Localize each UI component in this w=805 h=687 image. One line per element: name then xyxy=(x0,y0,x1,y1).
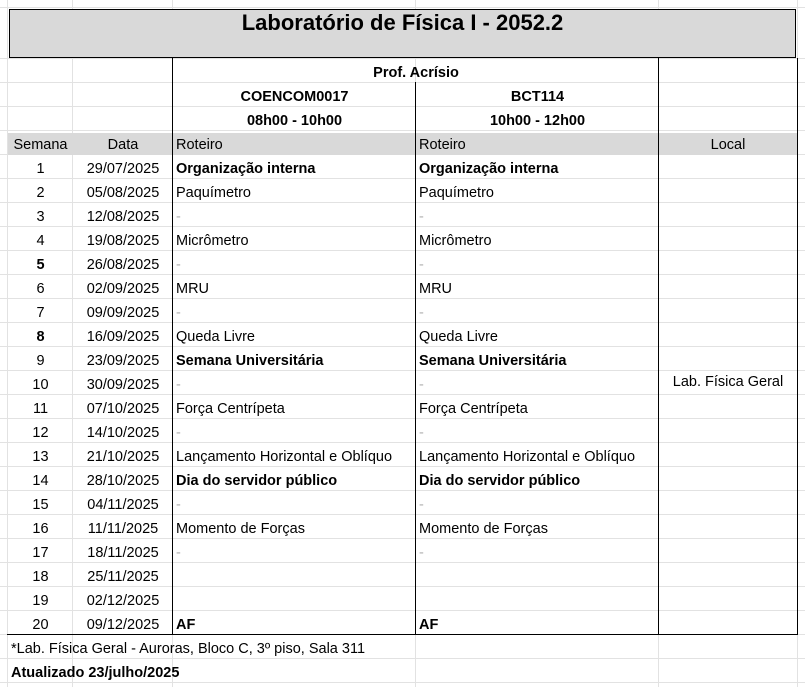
date-cell: 12/08/2025 xyxy=(86,209,160,225)
week-cell: 16 xyxy=(32,521,49,537)
script-b-cell: - xyxy=(419,209,424,225)
week-cell: 11 xyxy=(32,401,49,417)
date-cell: 16/09/2025 xyxy=(86,329,160,345)
date-cell: 19/08/2025 xyxy=(86,233,160,249)
script-b-cell: Força Centrípeta xyxy=(419,401,528,417)
week-cell: 14 xyxy=(32,473,49,489)
script-b-cell: Semana Universitária xyxy=(419,353,567,369)
script-a-cell: - xyxy=(176,305,181,321)
script-a-cell: - xyxy=(176,497,181,513)
border-line xyxy=(415,82,416,635)
header-script-b: Roteiro xyxy=(419,137,466,153)
border-line xyxy=(797,58,798,635)
script-b-cell: Paquímetro xyxy=(419,185,494,201)
date-cell: 09/09/2025 xyxy=(86,305,160,321)
date-cell: 14/10/2025 xyxy=(86,425,160,441)
script-b-cell: Momento de Forças xyxy=(419,521,548,537)
date-cell: 28/10/2025 xyxy=(86,473,160,489)
script-b-cell: Organização interna xyxy=(419,161,559,177)
script-a-cell: - xyxy=(176,377,181,393)
week-cell: 19 xyxy=(32,593,49,609)
week-cell: 20 xyxy=(32,617,49,633)
border-line xyxy=(172,58,173,635)
script-a-cell: - xyxy=(176,545,181,561)
date-cell: 05/08/2025 xyxy=(86,185,160,201)
script-b-cell: Micrômetro xyxy=(419,233,492,249)
date-cell: 18/11/2025 xyxy=(87,545,159,561)
week-cell: 8 xyxy=(36,329,45,345)
week-cell: 4 xyxy=(36,233,45,249)
date-cell: 02/09/2025 xyxy=(86,281,160,297)
date-cell: 11/11/2025 xyxy=(87,521,159,537)
date-cell: 25/11/2025 xyxy=(87,569,159,585)
course-time-b: 10h00 - 12h00 xyxy=(489,113,586,129)
script-b-cell: Lançamento Horizontal e Oblíquo xyxy=(419,449,636,465)
location-value: Lab. Física Geral xyxy=(672,374,784,390)
border-line xyxy=(7,634,798,635)
week-cell: 3 xyxy=(36,209,45,225)
date-cell: 04/11/2025 xyxy=(87,497,159,513)
footnote: *Lab. Física Geral - Auroras, Bloco C, 3º piso, Sala 311 xyxy=(11,641,366,657)
header-date: Data xyxy=(107,137,139,153)
week-cell: 1 xyxy=(36,161,45,177)
week-cell: 9 xyxy=(36,353,45,369)
week-cell: 13 xyxy=(32,449,49,465)
script-a-cell: Paquímetro xyxy=(176,185,251,201)
date-cell: 26/08/2025 xyxy=(86,257,160,273)
script-b-cell: - xyxy=(419,425,424,441)
script-a-cell: MRU xyxy=(176,281,210,297)
course-code-b: BCT114 xyxy=(510,89,565,105)
week-cell: 12 xyxy=(32,425,49,441)
script-a-cell: Dia do servidor público xyxy=(176,473,338,489)
date-cell: 21/10/2025 xyxy=(86,449,160,465)
script-a-cell: Queda Livre xyxy=(176,329,255,345)
header-location: Local xyxy=(710,137,746,153)
week-cell: 10 xyxy=(32,377,49,393)
date-cell: 30/09/2025 xyxy=(86,377,160,393)
border-line xyxy=(658,58,659,635)
week-cell: 18 xyxy=(32,569,49,585)
date-cell: 02/12/2025 xyxy=(86,593,160,609)
script-a-cell: - xyxy=(176,257,181,273)
date-cell: 23/09/2025 xyxy=(86,353,160,369)
week-cell: 17 xyxy=(32,545,49,561)
script-a-cell: Lançamento Horizontal e Oblíquo xyxy=(176,449,393,465)
script-a-cell: Micrômetro xyxy=(176,233,249,249)
week-cell: 15 xyxy=(32,497,49,513)
script-a-cell: Momento de Forças xyxy=(176,521,305,537)
header-week: Semana xyxy=(13,137,68,153)
script-a-cell: Força Centrípeta xyxy=(176,401,285,417)
week-cell: 7 xyxy=(36,305,45,321)
script-b-cell: Dia do servidor público xyxy=(419,473,581,489)
script-a-cell: Semana Universitária xyxy=(176,353,324,369)
course-time-a: 08h00 - 10h00 xyxy=(246,113,343,129)
script-b-cell: - xyxy=(419,545,424,561)
date-cell: 07/10/2025 xyxy=(86,401,160,417)
sheet-title: Laboratório de Física I - 2052.2 xyxy=(241,10,564,35)
header-script-a: Roteiro xyxy=(176,137,223,153)
script-b-cell: MRU xyxy=(419,281,453,297)
script-a-cell: - xyxy=(176,425,181,441)
date-cell: 09/12/2025 xyxy=(86,617,160,633)
script-b-cell: - xyxy=(419,497,424,513)
week-cell: 6 xyxy=(36,281,45,297)
script-b-cell: AF xyxy=(419,617,439,633)
course-code-a: COENCOM0017 xyxy=(240,89,349,105)
script-a-cell: AF xyxy=(176,617,196,633)
gridline xyxy=(0,58,805,59)
script-b-cell: - xyxy=(419,257,424,273)
script-b-cell: Queda Livre xyxy=(419,329,498,345)
script-b-cell: - xyxy=(419,305,424,321)
professor-label: Prof. Acrísio xyxy=(373,65,459,81)
script-b-cell: - xyxy=(419,377,424,393)
week-cell: 5 xyxy=(36,257,45,273)
gridline xyxy=(0,7,805,8)
updated-note: Atualizado 23/julho/2025 xyxy=(11,665,180,681)
script-a-cell: Organização interna xyxy=(176,161,316,177)
week-cell: 2 xyxy=(36,185,45,201)
date-cell: 29/07/2025 xyxy=(86,161,160,177)
script-a-cell: - xyxy=(176,209,181,225)
